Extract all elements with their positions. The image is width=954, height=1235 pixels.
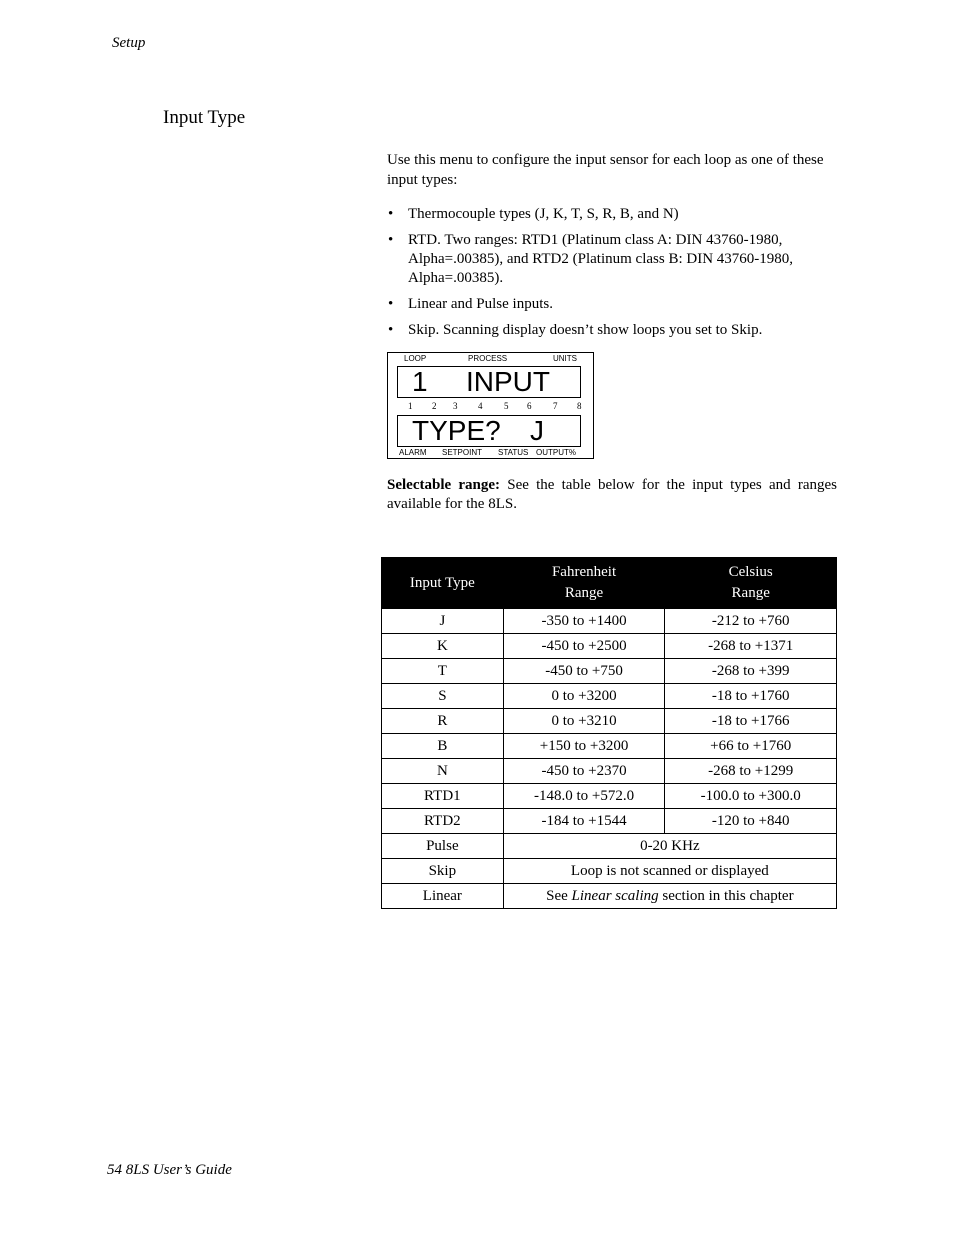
lcd-input-type-value: J (530, 415, 544, 446)
cell-input-type: S (382, 684, 504, 709)
table-row (382, 734, 837, 759)
cell-celsius: +66 to +1760 (665, 734, 837, 759)
page-footer: 54 8LS User’s Guide (107, 1162, 232, 1178)
lcd-label-loop: LOOP (404, 354, 427, 363)
selectable-range-label: Selectable range: (387, 477, 501, 493)
selectable-range-paragraph (387, 476, 837, 514)
linear-scaling-reference: Linear scaling (571, 887, 659, 904)
cell-input-type: Linear (382, 884, 504, 909)
lcd-loop-num: 1 (408, 401, 413, 411)
cell-fahrenheit: 0 to +3210 (503, 709, 665, 734)
cell-merged-range: 0-20 KHz (503, 834, 836, 859)
list-item (387, 295, 827, 314)
selectable-range-text: See the table below for the input types and ranges available for the 8LS. (387, 477, 837, 512)
lcd-label-output: OUTPUT% (536, 448, 576, 457)
bullet-icon: • (388, 232, 394, 248)
input-range-table (381, 557, 837, 909)
lcd-label-process: PROCESS (468, 354, 508, 363)
cell-input-type: R (382, 709, 504, 734)
table-row (382, 684, 837, 709)
header-input-type: Input Type (382, 558, 504, 609)
lcd-loop-num: 4 (478, 401, 483, 411)
lcd-label-units: UNITS (553, 354, 577, 363)
cell-celsius: -18 to +1766 (665, 709, 837, 734)
lcd-label-alarm: ALARM (399, 448, 427, 457)
lcd-line-1-text: INPUT (466, 366, 550, 397)
cell-fahrenheit: -450 to +2500 (503, 634, 665, 659)
cell-merged-range: Loop is not scanned or displayed (503, 859, 836, 884)
section-title: Input Type (163, 107, 246, 128)
cell-input-type: RTD2 (382, 809, 504, 834)
header-fahrenheit-line1: Fahrenheit (551, 564, 617, 580)
cell-celsius: -212 to +760 (665, 609, 837, 634)
cell-fahrenheit: -148.0 to +572.0 (503, 784, 665, 809)
lcd-loop-num: 8 (577, 401, 582, 411)
cell-input-type: T (382, 659, 504, 684)
running-head: Setup (112, 35, 146, 51)
cell-celsius: -268 to +399 (665, 659, 837, 684)
cell-fahrenheit: -450 to +2370 (503, 759, 665, 784)
table-row (382, 634, 837, 659)
cell-celsius: -268 to +1299 (665, 759, 837, 784)
lcd-loop-num: 2 (432, 401, 437, 411)
lcd-loop-num: 6 (527, 401, 532, 411)
linear-prefix: See (546, 887, 572, 904)
header-celsius-line2: Range (731, 585, 770, 601)
cell-fahrenheit: +150 to +3200 (503, 734, 665, 759)
lcd-display-figure (387, 352, 594, 459)
header-celsius (665, 558, 837, 609)
cell-input-type: K (382, 634, 504, 659)
cell-merged-range (503, 884, 836, 909)
lcd-loop-num: 5 (504, 401, 509, 411)
list-item-text: Thermocouple types (J, K, T, S, R, B, and N) (408, 206, 679, 222)
lcd-loop-num: 7 (553, 401, 558, 411)
cell-input-type: B (382, 734, 504, 759)
table-row (382, 859, 837, 884)
table-row (382, 784, 837, 809)
cell-input-type: N (382, 759, 504, 784)
bullet-icon: • (388, 296, 394, 312)
cell-input-type: Pulse (382, 834, 504, 859)
intro-paragraph: Use this menu to configure the input sensor for each loop as one of these input types: (387, 152, 824, 188)
cell-input-type: Skip (382, 859, 504, 884)
list-item-text: Skip. Scanning display doesn’t show loops you set to Skip. (408, 322, 763, 338)
linear-suffix: section in this chapter (658, 887, 794, 904)
list-item (387, 321, 827, 340)
lcd-label-status: STATUS (498, 448, 529, 457)
cell-celsius: -120 to +840 (665, 809, 837, 834)
lcd-loop-num: 3 (453, 401, 458, 411)
header-fahrenheit-line2: Range (564, 585, 604, 601)
bullet-icon: • (388, 322, 394, 338)
table-row (382, 659, 837, 684)
table-row (382, 709, 837, 734)
table-row (382, 609, 837, 634)
cell-fahrenheit: -350 to +1400 (503, 609, 665, 634)
header-celsius-line1: Celsius (728, 564, 773, 580)
lcd-loop-number: 1 (412, 366, 428, 397)
list-item (387, 231, 827, 288)
lcd-screen-line-2 (397, 415, 581, 447)
cell-celsius: -18 to +1760 (665, 684, 837, 709)
table-row (382, 809, 837, 834)
lcd-screen-line-1 (397, 366, 581, 398)
header-fahrenheit (503, 558, 665, 609)
table-header-row (382, 558, 837, 609)
cell-celsius: -268 to +1371 (665, 634, 837, 659)
list-item-text: RTD. Two ranges: RTD1 (Platinum class A: DIN 43760-1980, Alpha=.00385), and RTD2 (Platinum class B: DIN 43760-1980, Alpha=.00385). (408, 232, 794, 286)
input-type-list (387, 205, 827, 347)
cell-fahrenheit: 0 to +3200 (503, 684, 665, 709)
list-item (387, 205, 827, 224)
cell-fahrenheit: -450 to +750 (503, 659, 665, 684)
cell-celsius: -100.0 to +300.0 (665, 784, 837, 809)
cell-input-type: J (382, 609, 504, 634)
table-row (382, 884, 837, 909)
table-row (382, 759, 837, 784)
bullet-icon: • (388, 206, 394, 222)
lcd-line-2-text: TYPE? (412, 415, 501, 446)
table-row (382, 834, 837, 859)
lcd-label-setpoint: SETPOINT (442, 448, 483, 457)
cell-input-type: RTD1 (382, 784, 504, 809)
list-item-text: Linear and Pulse inputs. (408, 296, 553, 312)
cell-fahrenheit: -184 to +1544 (503, 809, 665, 834)
